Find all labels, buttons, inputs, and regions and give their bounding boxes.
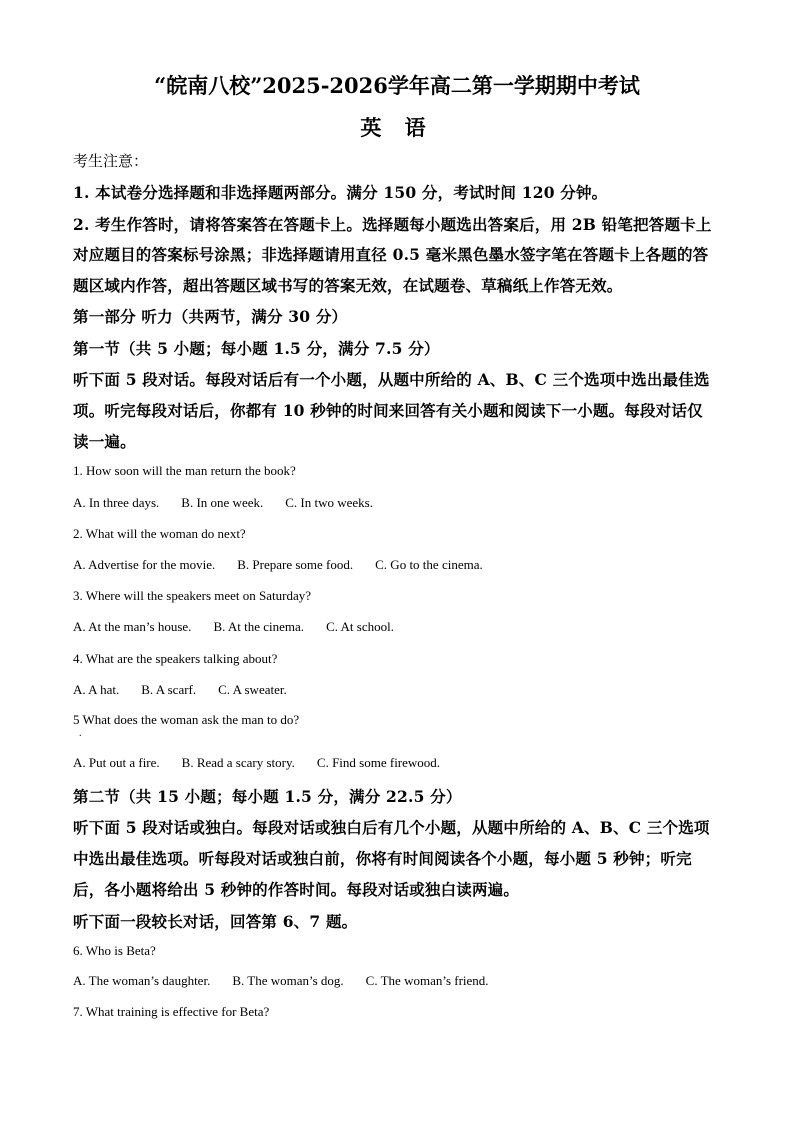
option-c: C. At school.: [326, 619, 394, 634]
group-instructions-6-7: 听下面一段较长对话，回答第 6、7 题。: [73, 912, 358, 931]
option-b: B. In one week.: [181, 495, 264, 510]
option-c: C. Find some firewood.: [316, 755, 441, 770]
question-6: 6. Who is Beta?: [73, 943, 156, 958]
question-2-options: [73, 557, 505, 573]
subject-title: 英 语: [360, 115, 434, 140]
notice-heading: 考生注意：: [73, 152, 149, 170]
section2-instructions-line-1: 听下面 5 段对话或独白。每段对话或独白后有几个小题，从题中所给的 A、B、C 三个选项: [73, 818, 710, 837]
question-2: 2. What will the woman do next?: [73, 526, 246, 541]
section2-instructions-line-2: 中选出最佳选项。听每段对话或独白前，你将有时间阅读各个小题，每小题 5 秒钟；听完: [73, 849, 692, 868]
option-b: B. At the cinema.: [213, 619, 305, 634]
stray-mark: .: [79, 728, 82, 739]
part1-heading: 第一部分 听力（共两节，满分 30 分）: [73, 307, 348, 326]
option-c: C. The woman’s friend.: [365, 973, 489, 988]
question-5: 5 What does the woman ask the man to do?: [73, 712, 300, 727]
notice-item-1: 1. 本试卷分选择题和非选择题两部分。满分 150 分，考试时间 120 分钟。: [73, 183, 608, 202]
section1-heading: 第一节（共 5 小题；每小题 1.5 分，满分 7.5 分）: [73, 339, 440, 358]
option-b: B. Prepare some food.: [237, 557, 354, 572]
option-a: A. At the man’s house.: [73, 619, 192, 634]
question-1: 1. How soon will the man return the book?: [73, 463, 296, 478]
section1-instructions-line-2: 项。听完每段对话后，你都有 10 秒钟的时间来回答有关小题和阅读下一小题。每段对话仅: [73, 401, 703, 420]
section1-instructions-line-1: 听下面 5 段对话。每段对话后有一个小题，从题中所给的 A、B、C 三个选项中选出最佳选: [73, 370, 710, 389]
question-5-options: [73, 755, 462, 771]
option-a: A. In three days.: [73, 495, 160, 510]
option-a: A. Advertise for the movie.: [73, 557, 216, 572]
option-b: B. Read a scary story.: [181, 755, 295, 770]
question-6-options: [73, 973, 511, 989]
section1-instructions-line-3: 读一遍。: [73, 432, 136, 451]
option-a: A. Put out a fire.: [73, 755, 160, 770]
section2-heading: 第二节（共 15 小题；每小题 1.5 分，满分 22.5 分）: [73, 787, 462, 806]
option-a: A. A hat.: [73, 682, 120, 697]
exam-title: “皖南八校”2025-2026学年高二第一学期期中考试: [154, 73, 640, 98]
question-4: 4. What are the speakers talking about?: [73, 651, 278, 666]
question-3-options: [73, 619, 416, 635]
option-c: C. A sweater.: [218, 682, 287, 697]
option-a: A. The woman’s daughter.: [73, 973, 211, 988]
section2-instructions-line-3: 后，各小题将给出 5 秒钟的作答时间。每段对话或独白读两遍。: [73, 880, 520, 899]
notice-item-2-line-2: 对应题目的答案标号涂黑；非选择题请用直径 0.5 毫米黑色墨水签字笔在答题卡上各题的答: [73, 245, 709, 264]
question-4-options: [73, 682, 309, 698]
option-c: C. In two weeks.: [285, 495, 373, 510]
notice-item-2-line-3: 题区域内作答，超出答题区域书写的答案无效，在试题卷、草稿纸上作答无效。: [73, 276, 623, 295]
option-c: C. Go to the cinema.: [375, 557, 483, 572]
notice-item-2-line-1: 2. 考生作答时，请将答案答在答题卡上。选择题每小题选出答案后，用 2B 铅笔把答题卡上: [73, 215, 712, 234]
option-b: B. The woman’s dog.: [232, 973, 344, 988]
option-b: B. A scarf.: [141, 682, 197, 697]
question-7: 7. What training is effective for Beta?: [73, 1004, 270, 1019]
question-1-options: [73, 495, 395, 511]
question-3: 3. Where will the speakers meet on Saturday?: [73, 588, 312, 603]
